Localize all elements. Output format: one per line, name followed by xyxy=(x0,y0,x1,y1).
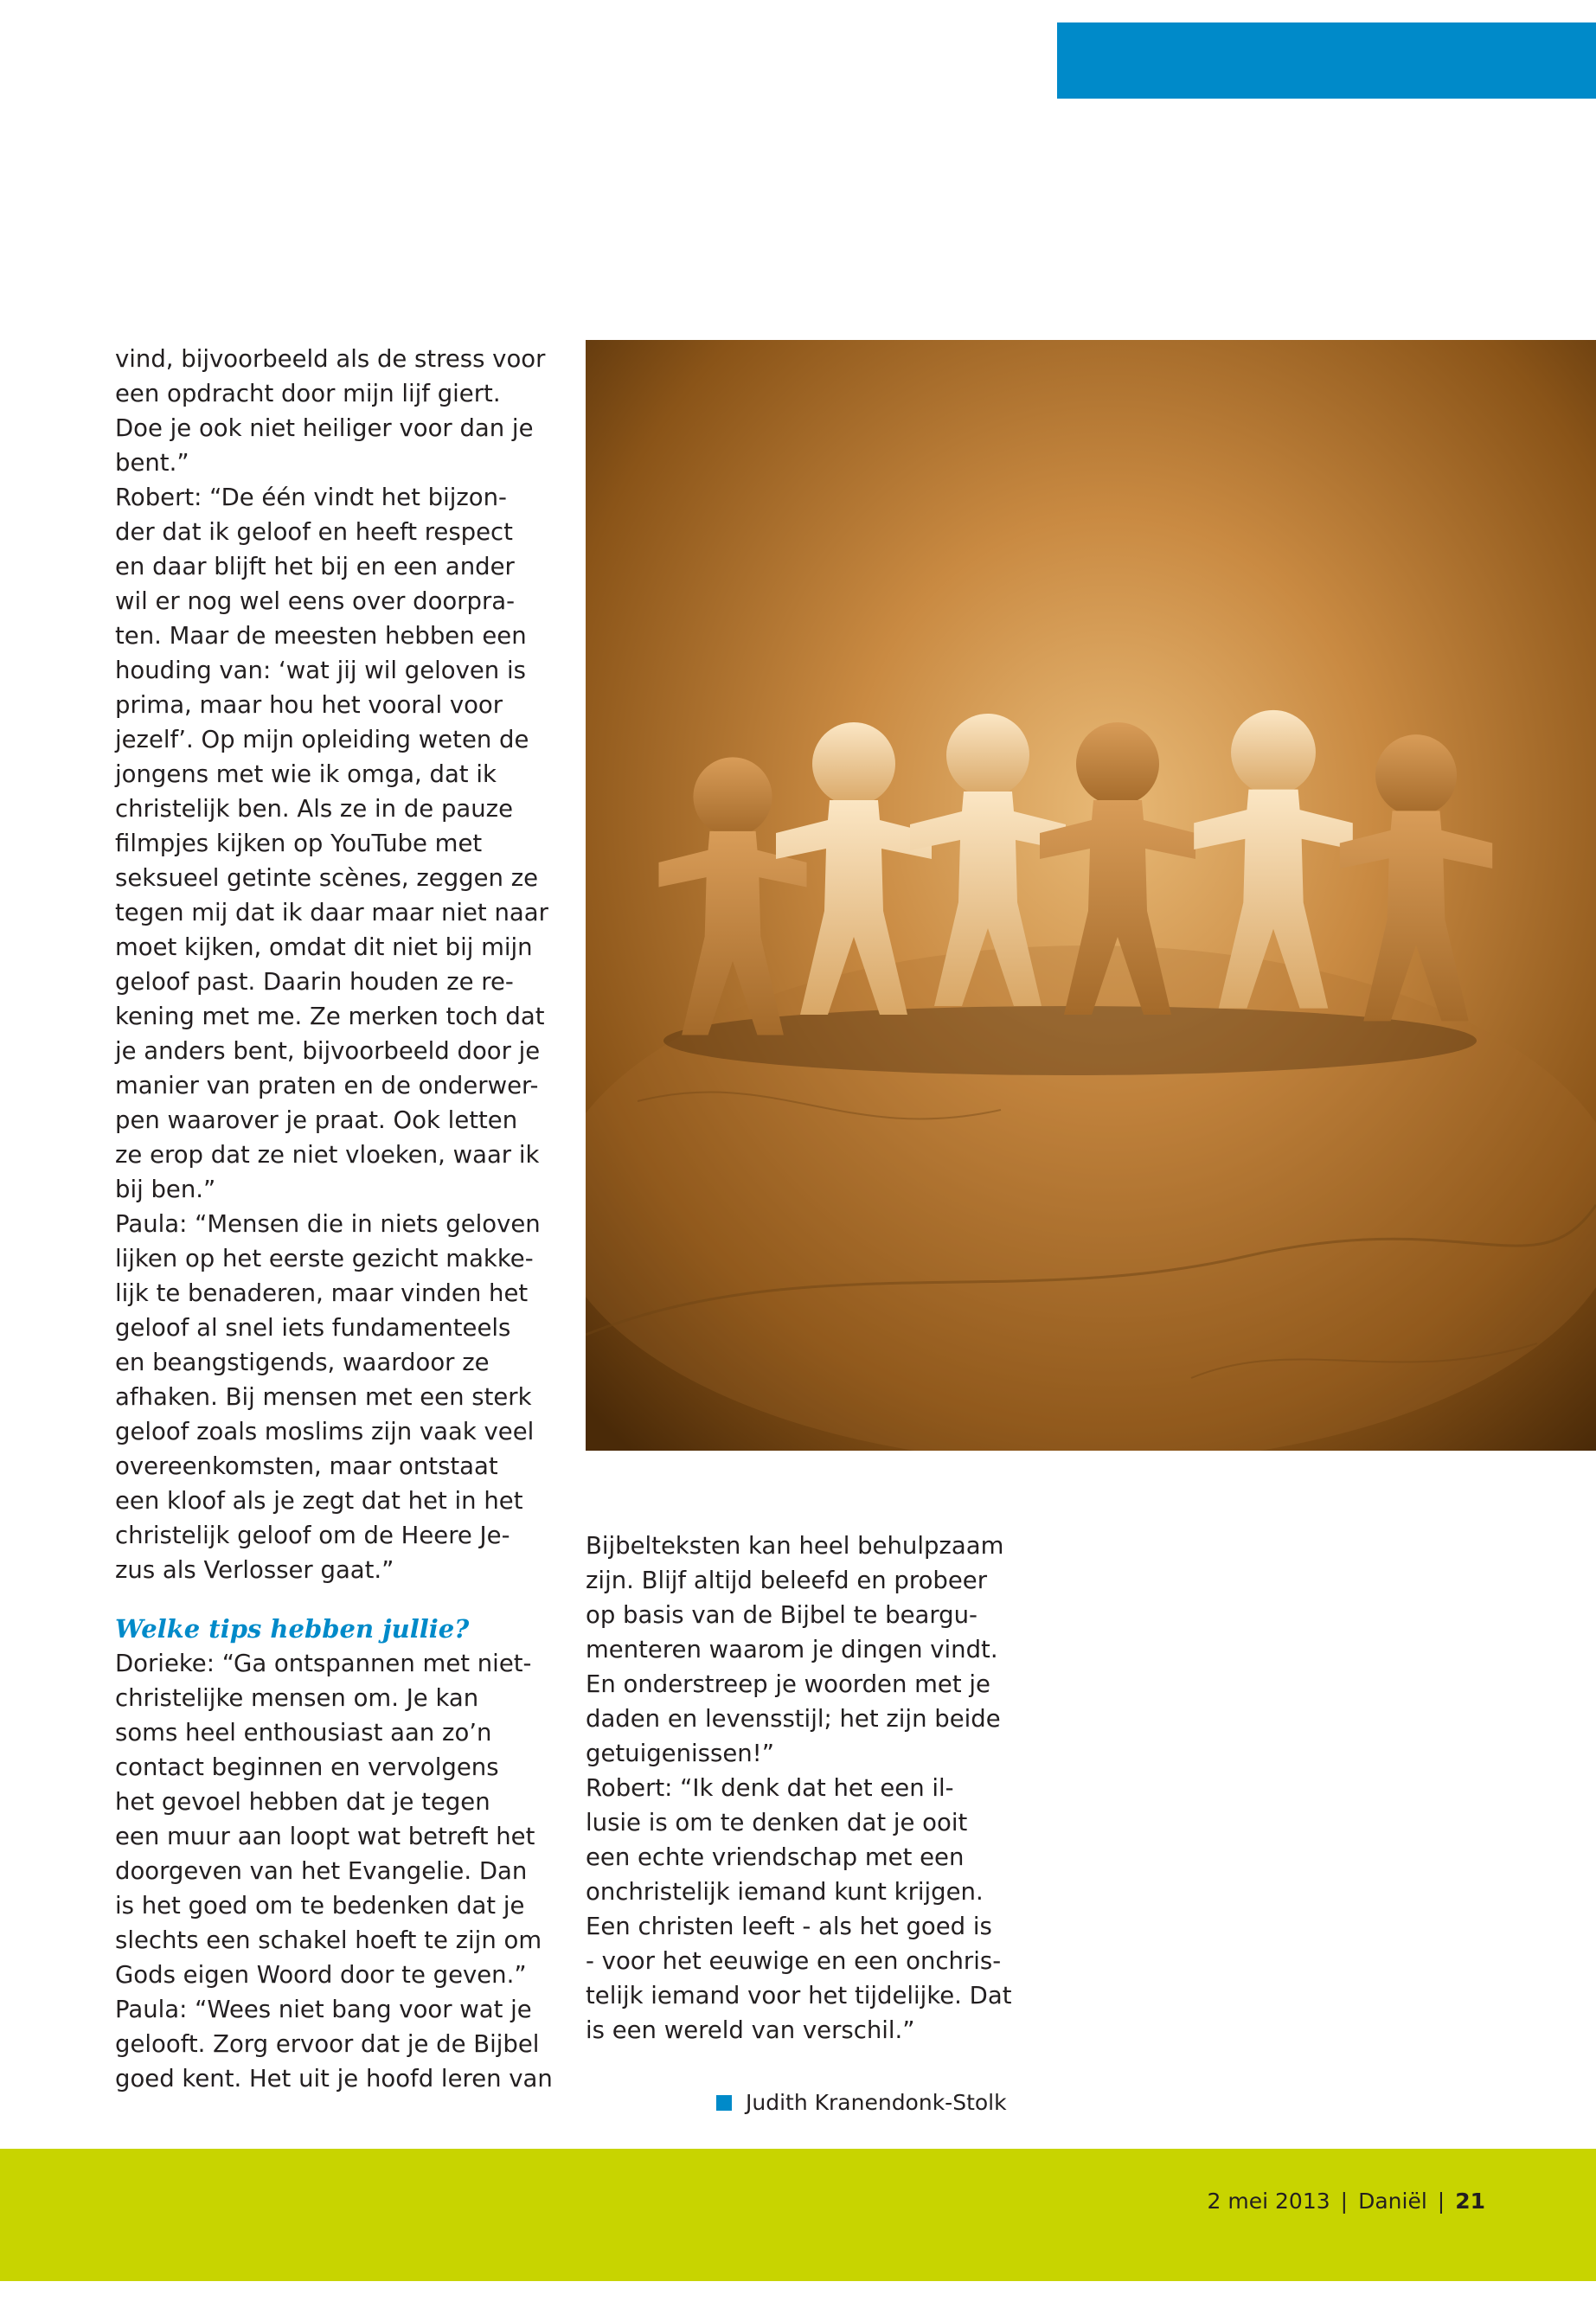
text-line: overeenkomsten, maar ontstaat xyxy=(115,1452,498,1480)
top-accent-bar xyxy=(1057,22,1596,99)
footer-date: 2 mei 2013 xyxy=(1207,2189,1330,2214)
footer-separator: | xyxy=(1437,2189,1445,2214)
text-line: en beangstigends, waardoor ze xyxy=(115,1349,490,1376)
text-line: ze erop dat ze niet vloeken, waar ik xyxy=(115,1141,540,1169)
text-line: geloof al snel iets fundamenteels xyxy=(115,1314,511,1342)
footer-magazine: Daniël xyxy=(1358,2189,1427,2214)
text-line: een opdracht door mijn lijf giert. xyxy=(115,380,501,407)
text-line: christelijk ben. Als ze in de pauze xyxy=(115,795,514,823)
text-line: geloof past. Daarin houden ze re- xyxy=(115,968,514,996)
text-line: kening met me. Ze merken toch dat xyxy=(115,1003,545,1030)
section-heading: Welke tips hebben jullie? xyxy=(115,1614,470,1644)
text-line: op basis van de Bijbel te beargu- xyxy=(586,1601,977,1629)
text-line: geloof zoals moslims zijn vaak veel xyxy=(115,1418,535,1445)
paper-people-photo xyxy=(586,340,1596,1451)
page-number: 21 xyxy=(1455,2189,1485,2214)
text-line: lijken op het eerste gezicht makke- xyxy=(115,1245,534,1272)
text-line: lusie is om te denken dat je ooit xyxy=(586,1809,968,1836)
text-line: het gevoel hebben dat je tegen xyxy=(115,1788,490,1816)
text-line: is het goed om te bedenken dat je xyxy=(115,1892,525,1920)
text-line: Bijbelteksten kan heel behulpzaam xyxy=(586,1532,1004,1560)
text-line: Doe je ook niet heiliger voor dan je xyxy=(115,414,534,442)
text-line: onchristelijk iemand kunt krijgen. xyxy=(586,1878,984,1906)
text-line: getuigenissen!” xyxy=(586,1740,774,1767)
text-line: en daar blijft het bij en een ander xyxy=(115,553,515,580)
text-line: een muur aan loopt wat betreft het xyxy=(115,1823,535,1850)
bottom-accent-bar xyxy=(0,2149,1596,2281)
square-bullet-icon xyxy=(716,2095,732,2111)
author-name: Judith Kranendonk-Stolk xyxy=(746,2090,1007,2115)
text-line: afhaken. Bij mensen met een sterk xyxy=(115,1383,532,1411)
text-line: soms heel enthousiast aan zo’n xyxy=(115,1719,492,1747)
text-line: pen waarover je praat. Ook letten xyxy=(115,1106,518,1134)
text-line: houding van: ‘wat jij wil geloven is xyxy=(115,657,526,684)
text-line: doorgeven van het Evangelie. Dan xyxy=(115,1857,528,1885)
text-line: Paula: “Wees niet bang voor wat je xyxy=(115,1996,532,2023)
text-line: - voor het eeuwige en een onchris- xyxy=(586,1947,1002,1975)
footer-separator: | xyxy=(1340,2189,1349,2214)
text-line: een echte vriendschap met een xyxy=(586,1843,965,1871)
text-line: Robert: “Ik denk dat het een il- xyxy=(586,1774,954,1802)
text-line: Gods eigen Woord door te geven.” xyxy=(115,1961,527,1989)
text-line: filmpjes kijken op YouTube met xyxy=(115,830,483,857)
text-line: manier van praten en de onderwer- xyxy=(115,1072,539,1099)
text-line: christelijk geloof om de Heere Je- xyxy=(115,1522,510,1549)
text-line: jongens met wie ik omga, dat ik xyxy=(115,760,497,788)
text-line: bent.” xyxy=(115,449,189,477)
text-line: je anders bent, bijvoorbeeld door je xyxy=(115,1037,541,1065)
left-text-column xyxy=(115,342,553,2096)
text-line: bij ben.” xyxy=(115,1176,216,1203)
text-line: slechts een schakel hoeft te zijn om xyxy=(115,1926,542,1954)
text-line: Een christen leeft - als het goed is xyxy=(586,1913,992,1940)
text-line: En onderstreep je woorden met je xyxy=(586,1670,990,1698)
text-line: goed kent. Het uit je hoofd leren van xyxy=(115,2065,553,2093)
text-line: is een wereld van verschil.” xyxy=(586,2016,915,2044)
text-line: jezelf’. Op mijn opleiding weten de xyxy=(115,726,529,753)
text-line: Dorieke: “Ga ontspannen met niet- xyxy=(115,1650,532,1677)
text-line: prima, maar hou het vooral voor xyxy=(115,691,503,719)
page-footer xyxy=(1208,2189,1485,2214)
text-line: zijn. Blijf altijd beleefd en probeer xyxy=(586,1567,987,1594)
text-line: menteren waarom je dingen vindt. xyxy=(586,1636,998,1663)
text-line: seksueel getinte scènes, zeggen ze xyxy=(115,864,539,892)
text-line: vind, bijvoorbeeld als de stress voor xyxy=(115,345,546,373)
text-line: Paula: “Mensen die in niets geloven xyxy=(115,1210,541,1238)
text-line: daden en levensstijl; het zijn beide xyxy=(586,1705,1001,1733)
author-signature xyxy=(716,2090,1007,2115)
text-line: moet kijken, omdat dit niet bij mijn xyxy=(115,933,533,961)
text-line: Robert: “De één vindt het bijzon- xyxy=(115,484,507,511)
text-line: zus als Verlosser gaat.” xyxy=(115,1556,394,1584)
text-line: tegen mij dat ik daar maar niet naar xyxy=(115,899,548,926)
text-line: ten. Maar de meesten hebben een xyxy=(115,622,527,650)
text-line: een kloof als je zegt dat het in het xyxy=(115,1487,523,1515)
text-line: lijk te benaderen, maar vinden het xyxy=(115,1279,529,1307)
middle-text-column xyxy=(586,1529,1035,2048)
text-line: telijk iemand voor het tijdelijke. Dat xyxy=(586,1982,1012,2009)
text-line: wil er nog wel eens over doorpra- xyxy=(115,587,516,615)
text-line: contact beginnen en vervolgens xyxy=(115,1753,499,1781)
text-line: der dat ik geloof en heeft respect xyxy=(115,518,513,546)
text-line: christelijke mensen om. Je kan xyxy=(115,1684,479,1712)
text-line: gelooft. Zorg ervoor dat je de Bijbel xyxy=(115,2030,540,2058)
